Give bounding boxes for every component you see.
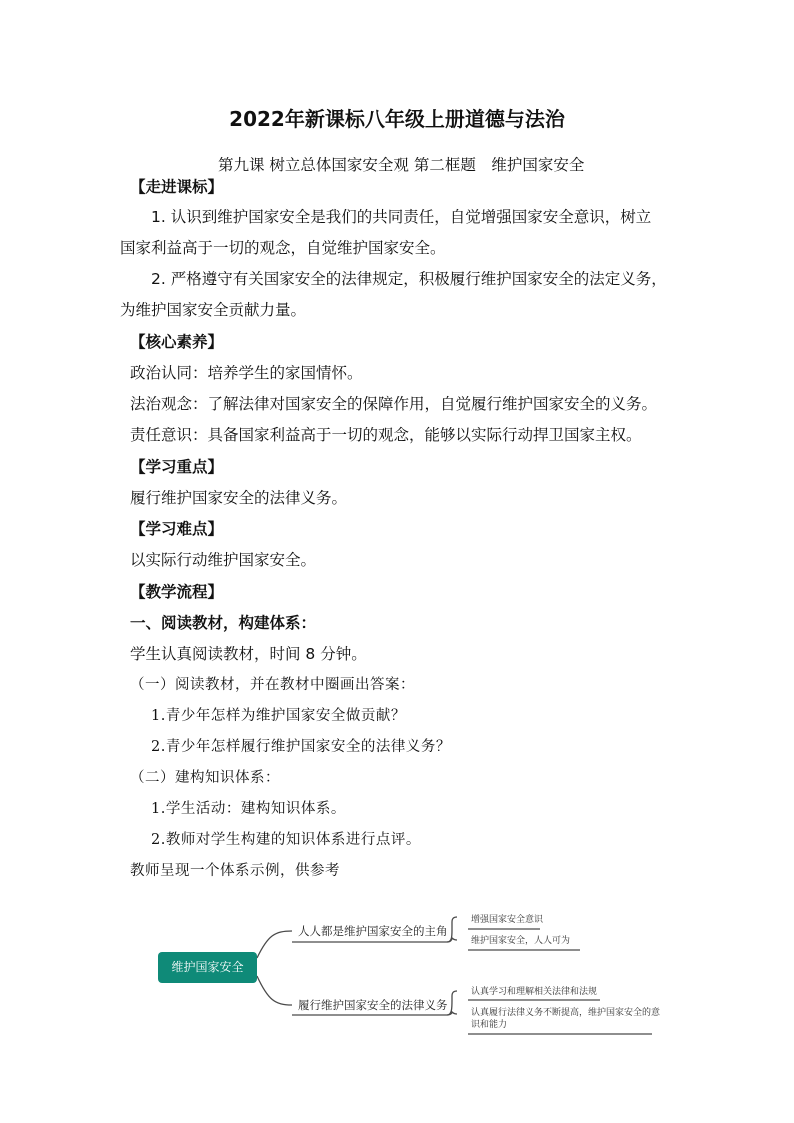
curriculum-paragraph-2-line-1: 2. 严格遵守有关国家安全的法律规定，积极履行维护国家安全的法定义务，	[151, 270, 667, 288]
connector-branch-2-leaf-2	[447, 1012, 457, 1015]
section-heading-curriculum: 【走进课标】	[130, 178, 224, 196]
difficulties-line: 以实际行动维护国家安全。	[130, 551, 317, 569]
connector-branch-1-leaf-2	[447, 938, 457, 942]
knowledge-system-item-1: 1.学生活动：建构知识体系。	[151, 801, 346, 817]
mindmap-branch-1: 人人都是维护国家安全的主角	[298, 924, 448, 938]
key-points-line: 履行维护国家安全的法律义务。	[130, 489, 348, 507]
section-heading-core-literacy: 【核心素养】	[130, 333, 224, 351]
core-literacy-line-3: 责任意识：具备国家利益高于一切的观念，能够以实际行动捍卫国家主权。	[130, 426, 642, 444]
core-literacy-line-2: 法治观念：了解法律对国家安全的保障作用，自觉履行维护国家安全的义务。	[130, 395, 658, 413]
reading-question-2: 2.青少年怎样履行维护国家安全的法律义务？	[151, 739, 451, 755]
step-1-heading: 一、阅读教材，构建体系：	[130, 614, 317, 632]
curriculum-paragraph-2-line-2: 为维护国家安全贡献力量。	[120, 301, 307, 319]
connector-root-branch-1	[257, 931, 292, 958]
curriculum-paragraph-1-line-1: 1. 认识到维护国家安全是我们的共同责任，自觉增强国家安全意识，树立	[151, 208, 652, 226]
mindmap-branch-2: 履行维护国家安全的法律义务	[298, 998, 448, 1012]
mindmap-root-node: 维护国家安全	[158, 952, 257, 983]
core-literacy-line-1: 政治认同：培养学生的家国情怀。	[130, 364, 363, 382]
mindmap-leaf-2-1: 认真学习和理解相关法律和法规	[471, 987, 598, 997]
mindmap-leaf-2-2-line-2: 识和能力	[471, 1020, 508, 1030]
mindmap-leaf-1-1: 增强国家安全意识	[471, 915, 544, 925]
reading-task-heading: （一）阅读教材，并在教材中圈画出答案：	[130, 677, 415, 693]
section-heading-key-points: 【学习重点】	[130, 458, 224, 476]
mindmap-leaf-2-2-line-1: 认真履行法律义务不断提高，维护国家安全的意	[471, 1008, 661, 1018]
mindmap-leaf-1-2: 维护国家安全，人人可为	[471, 936, 571, 946]
knowledge-system-item-2: 2.教师对学生构建的知识体系进行点评。	[151, 832, 421, 848]
curriculum-paragraph-1-line-2: 国家利益高于一切的观念，自觉维护国家安全。	[120, 239, 446, 257]
section-heading-difficulties: 【学习难点】	[130, 520, 224, 538]
lesson-subtitle: 第九课 树立总体国家安全观 第二框题 维护国家安全	[218, 156, 585, 174]
page-title: 2022年新课标八年级上册道德与法治	[229, 107, 565, 131]
system-example-intro: 教师呈现一个体系示例，供参考	[130, 863, 340, 879]
section-heading-teaching-process: 【教学流程】	[130, 583, 224, 601]
reading-question-1: 1.青少年怎样为维护国家安全做贡献？	[151, 708, 406, 724]
step-1-reading-time: 学生认真阅读教材，时间 8 分钟。	[130, 645, 367, 663]
connector-root-branch-2	[257, 976, 292, 1005]
knowledge-system-heading: （二）建构知识体系：	[130, 770, 280, 786]
